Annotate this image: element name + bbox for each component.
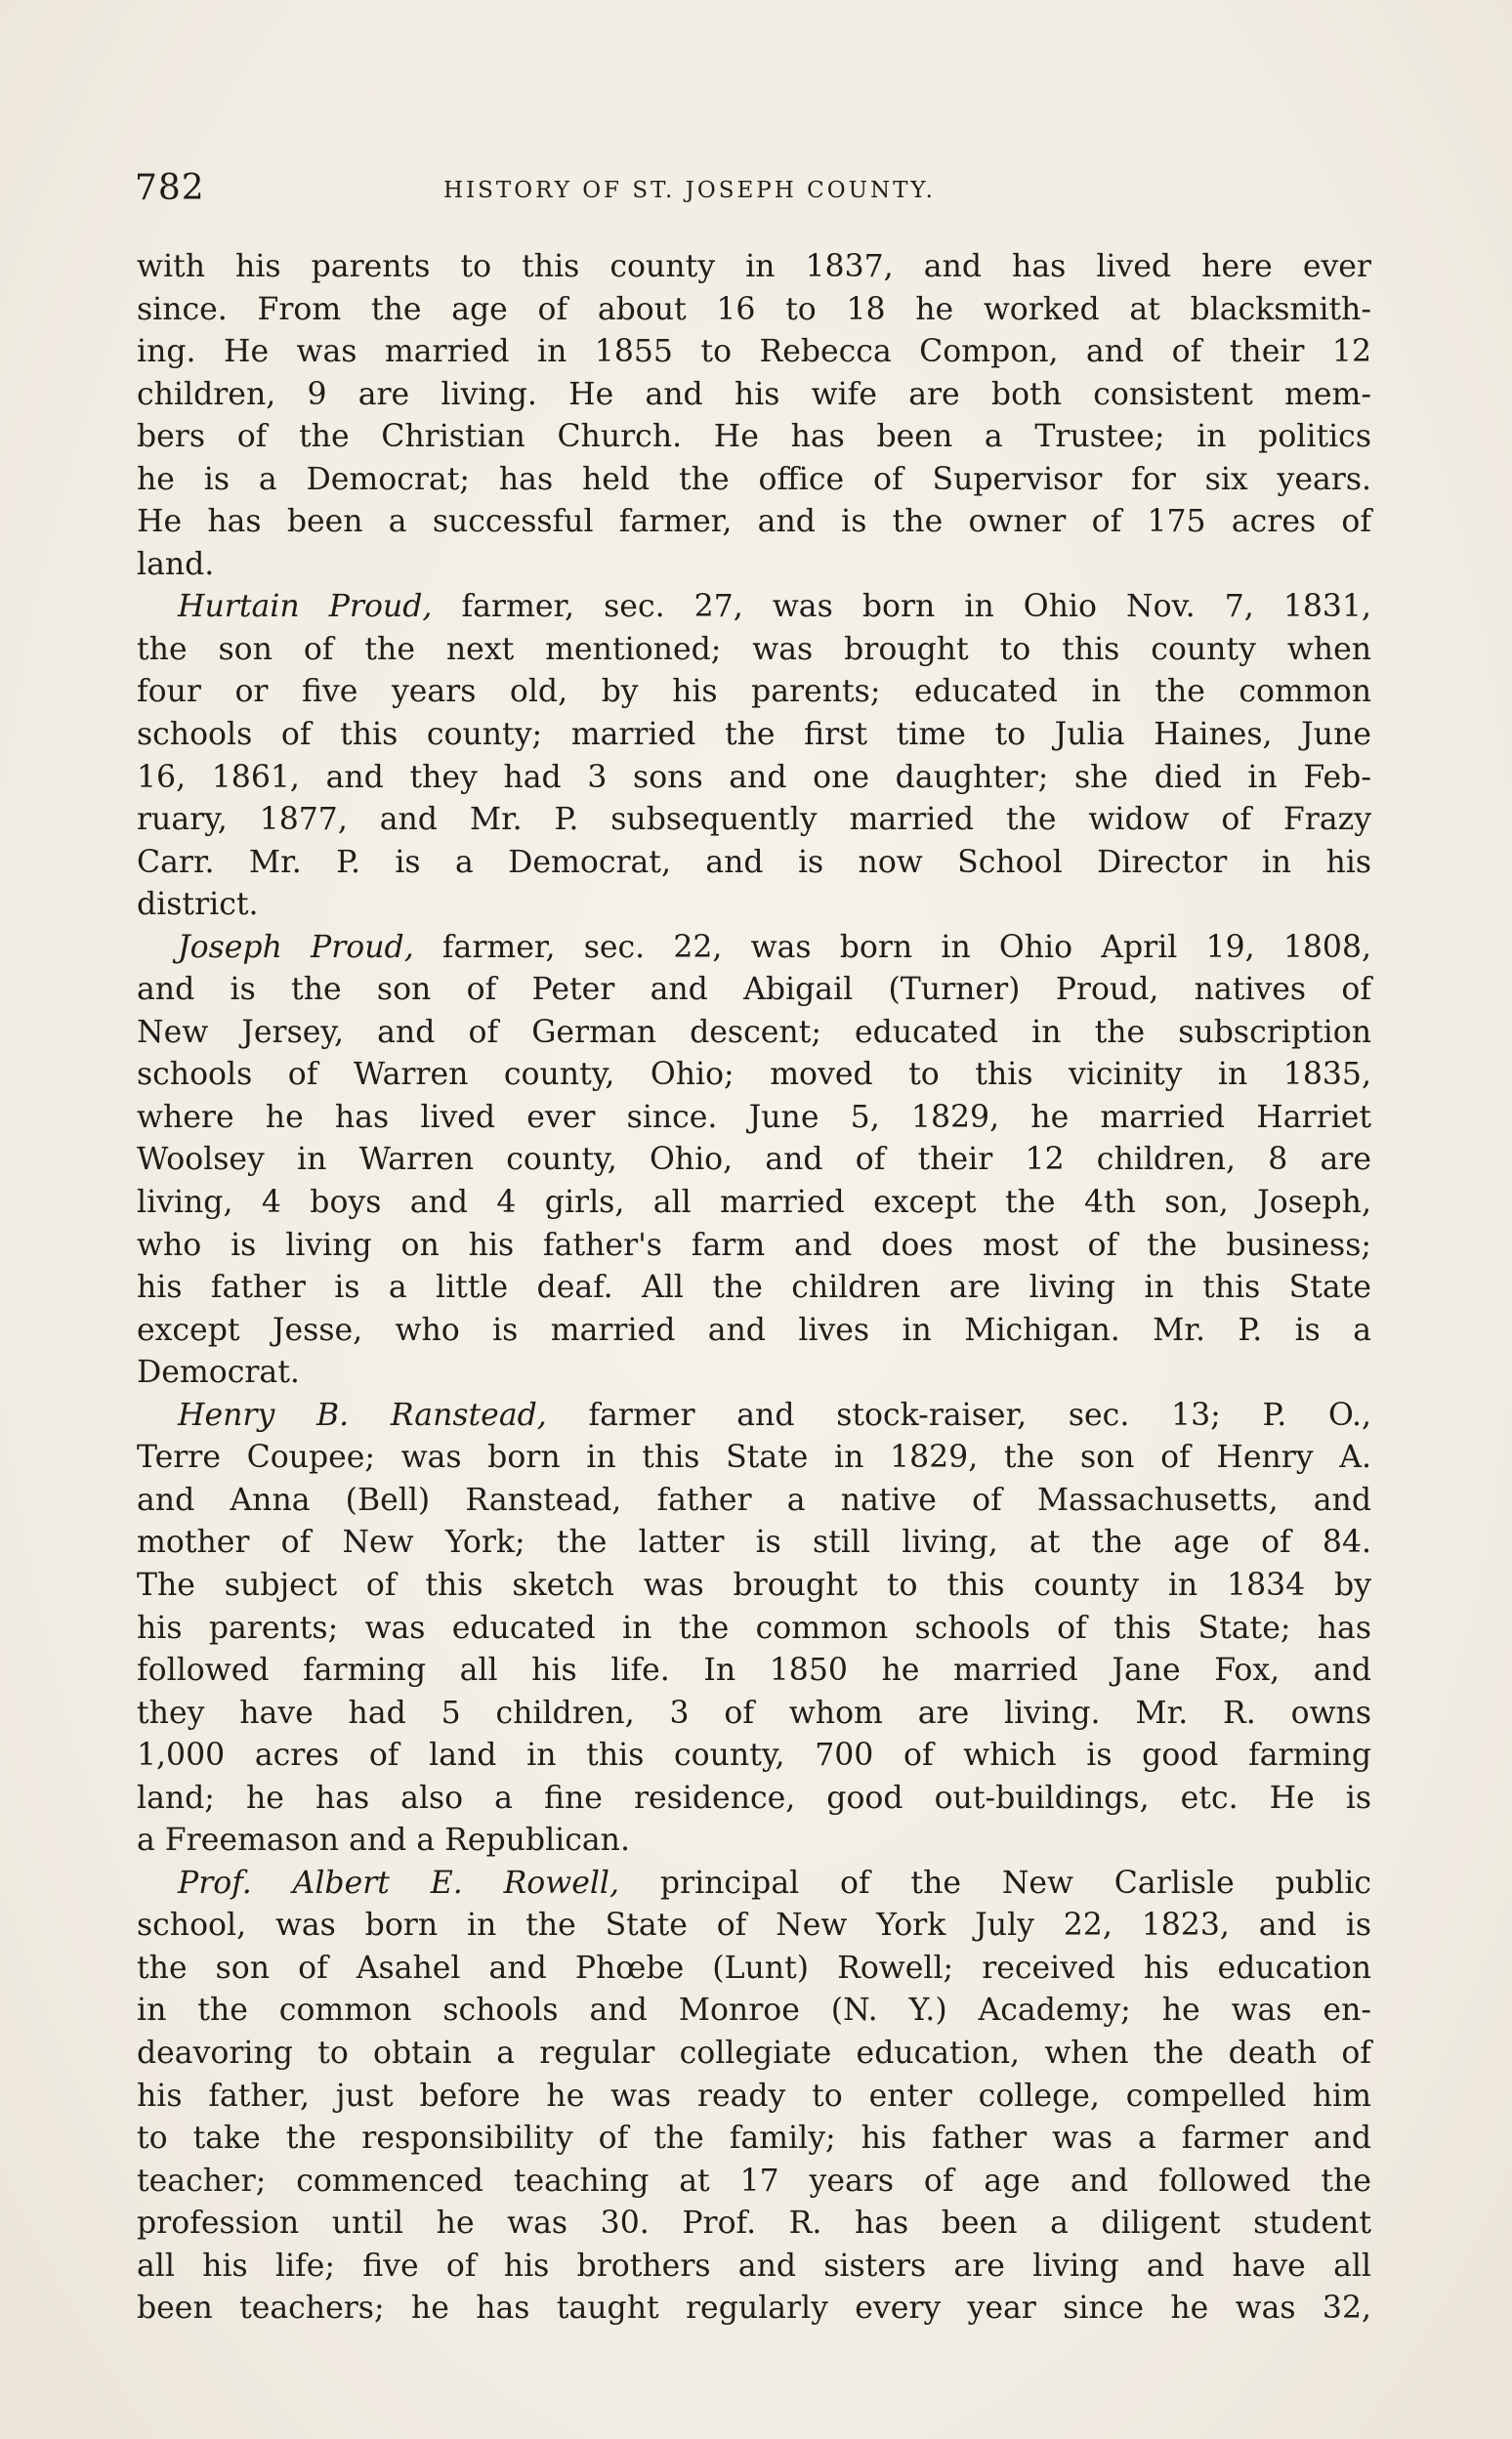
text-line <box>137 1182 1371 1225</box>
line-text: The subject of this sketch was brought to this county in 1834 by <box>137 1567 1371 1603</box>
text-line <box>137 459 1371 502</box>
text-line <box>137 969 1371 1012</box>
body-text <box>137 246 1371 2331</box>
line-text: schools of Warren county, Ohio; moved to this vicinity in 1835, <box>137 1057 1371 1093</box>
text-line <box>137 1608 1371 1651</box>
line-text: profession until he was 30. Prof. R. has been a diligent student <box>137 2206 1371 2242</box>
text-line <box>137 1522 1371 1565</box>
line-text: 1,000 acres of land in this county, 700 of which is good farming <box>137 1738 1371 1774</box>
line-text: and Anna (Bell) Ranstead, father a native of Massachusetts, and <box>137 1482 1371 1518</box>
text-line <box>137 1735 1371 1778</box>
line-text: farmer, sec. 27, was born in Ohio Nov. 7, 1831, <box>432 589 1372 625</box>
text-line <box>137 1437 1371 1480</box>
line-text: Carr. Mr. P. is a Democrat, and is now School Director in his <box>137 844 1371 880</box>
line-text: deavoring to obtain a regular collegiate education, when the death of <box>137 2035 1371 2071</box>
line-text: where he has lived ever since. June 5, 1829, he married Harriet <box>137 1099 1371 1135</box>
line-text: Democrat. <box>137 1355 300 1391</box>
line-text: farmer, sec. 22, was born in Ohio April 19, 1808, <box>413 929 1372 965</box>
text-line <box>137 1310 1371 1353</box>
line-text: New Jersey, and of German descent; educated in the subscription <box>137 1014 1371 1050</box>
line-text: the son of Asahel and Phœbe (Lunt) Rowell; received his education <box>137 1950 1371 1986</box>
line-text: mother of New York; the latter is still living, at the age of 84. <box>137 1525 1371 1561</box>
line-text: except Jesse, who is married and lives in Michigan. Mr. P. is a <box>137 1312 1371 1348</box>
text-line <box>137 1225 1371 1268</box>
paragraph-first-line <box>137 927 1371 970</box>
line-text: they have had 5 children, 3 of whom are living. Mr. R. owns <box>137 1695 1371 1731</box>
biography-subject-name: Henry B. Ranstead, <box>178 1397 547 1433</box>
text-line <box>137 2246 1371 2289</box>
text-line <box>137 416 1371 459</box>
text-line <box>137 757 1371 800</box>
text-line <box>137 629 1371 672</box>
text-line <box>137 799 1371 842</box>
text-line <box>137 1693 1371 1736</box>
text-line <box>137 1054 1371 1097</box>
line-text: four or five years old, by his parents; educated in the common <box>137 674 1371 710</box>
text-line <box>137 842 1371 885</box>
paragraph-first-line <box>137 1863 1371 1906</box>
line-text: followed farming all his life. In 1850 he married Jane Fox, and <box>137 1653 1371 1689</box>
text-line <box>137 1905 1371 1948</box>
text-line <box>137 1948 1371 1991</box>
text-line <box>137 544 1371 587</box>
line-text: Terre Coupee; was born in this State in 1829, the son of Henry A. <box>137 1440 1371 1476</box>
running-head <box>135 168 1377 217</box>
running-title: HISTORY OF ST. JOSEPH COUNTY. <box>443 178 936 203</box>
line-text: Woolsey in Warren county, Ohio, and of their 12 children, 8 are <box>137 1142 1371 1178</box>
text-line <box>137 1480 1371 1523</box>
line-text: a Freemason and a Republican. <box>137 1823 630 1859</box>
line-text: the son of the next mentioned; was brought to this county when <box>137 631 1371 667</box>
line-text: district. <box>137 887 259 923</box>
line-text: land; he has also a fine residence, good out-buildings, etc. He is <box>137 1780 1371 1816</box>
text-line <box>137 1820 1371 1863</box>
line-text: with his parents to this county in 1837, and has lived here ever <box>137 249 1371 284</box>
text-line <box>137 884 1371 927</box>
text-line <box>137 2288 1371 2331</box>
line-text: bers of the Christian Church. He has been a Trustee; in politics <box>137 419 1371 455</box>
text-line <box>137 2076 1371 2119</box>
line-text: in the common schools and Monroe (N. Y.) Academy; he was en- <box>137 1993 1371 2029</box>
text-line <box>137 1352 1371 1395</box>
line-text: been teachers; he has taught regularly every year since he was 32, <box>137 2291 1371 2327</box>
line-text: schools of this county; married the first time to Julia Haines, June <box>137 717 1371 753</box>
line-text: ing. He was married in 1855 to Rebecca Compon, and of their 12 <box>137 334 1371 370</box>
biography-subject-name: Hurtain Proud, <box>178 589 433 625</box>
line-text: all his life; five of his brothers and sisters are living and have all <box>137 2248 1371 2284</box>
text-line <box>137 1990 1371 2033</box>
line-text: and is the son of Peter and Abigail (Turner) Proud, natives of <box>137 972 1371 1008</box>
text-line <box>137 1267 1371 1310</box>
line-text: who is living on his father's farm and does most of the business; <box>137 1227 1371 1263</box>
text-line <box>137 2033 1371 2076</box>
text-line <box>137 1778 1371 1821</box>
line-text: to take the responsibility of the family; his father was a farmer and <box>137 2121 1371 2157</box>
text-line <box>137 289 1371 332</box>
text-line <box>137 331 1371 374</box>
line-text: since. From the age of about 16 to 18 he worked at blacksmith- <box>137 291 1371 327</box>
text-line <box>137 2118 1371 2161</box>
biography-subject-name: Prof. Albert E. Rowell, <box>178 1865 620 1901</box>
line-text: principal of the New Carlisle public <box>619 1865 1372 1901</box>
paragraph-first-line <box>137 586 1371 629</box>
page-number: 782 <box>135 168 205 208</box>
line-text: his parents; was educated in the common schools of this State; has <box>137 1610 1371 1646</box>
text-line <box>137 2161 1371 2204</box>
text-line <box>137 1012 1371 1055</box>
line-text: He has been a successful farmer, and is the owner of 175 acres of <box>137 504 1371 540</box>
paragraph-first-line <box>137 1395 1371 1438</box>
line-text: 16, 1861, and they had 3 sons and one daughter; she died in Feb- <box>137 759 1371 795</box>
text-line <box>137 714 1371 757</box>
text-line <box>137 1097 1371 1140</box>
text-line <box>137 1139 1371 1182</box>
text-line <box>137 1565 1371 1608</box>
text-line <box>137 1650 1371 1693</box>
line-text: living, 4 boys and 4 girls, all married except the 4th son, Joseph, <box>137 1185 1371 1221</box>
line-text: farmer and stock-raiser, sec. 13; P. O., <box>546 1397 1372 1433</box>
text-line <box>137 2203 1371 2246</box>
text-line <box>137 246 1371 289</box>
line-text: land. <box>137 546 215 582</box>
text-line <box>137 374 1371 417</box>
line-text: his father is a little deaf. All the children are living in this State <box>137 1270 1371 1306</box>
text-line <box>137 671 1371 714</box>
biography-subject-name: Joseph Proud, <box>178 929 414 965</box>
line-text: teacher; commenced teaching at 17 years of age and followed the <box>137 2163 1371 2199</box>
text-line <box>137 501 1371 544</box>
line-text: he is a Democrat; has held the office of Supervisor for six years. <box>137 461 1371 497</box>
line-text: children, 9 are living. He and his wife are both consistent mem- <box>137 376 1371 412</box>
line-text: his father, just before he was ready to enter college, compelled him <box>137 2078 1371 2114</box>
line-text: ruary, 1877, and Mr. P. subsequently married the widow of Frazy <box>137 802 1371 838</box>
line-text: school, was born in the State of New York July 22, 1823, and is <box>137 1908 1371 1944</box>
